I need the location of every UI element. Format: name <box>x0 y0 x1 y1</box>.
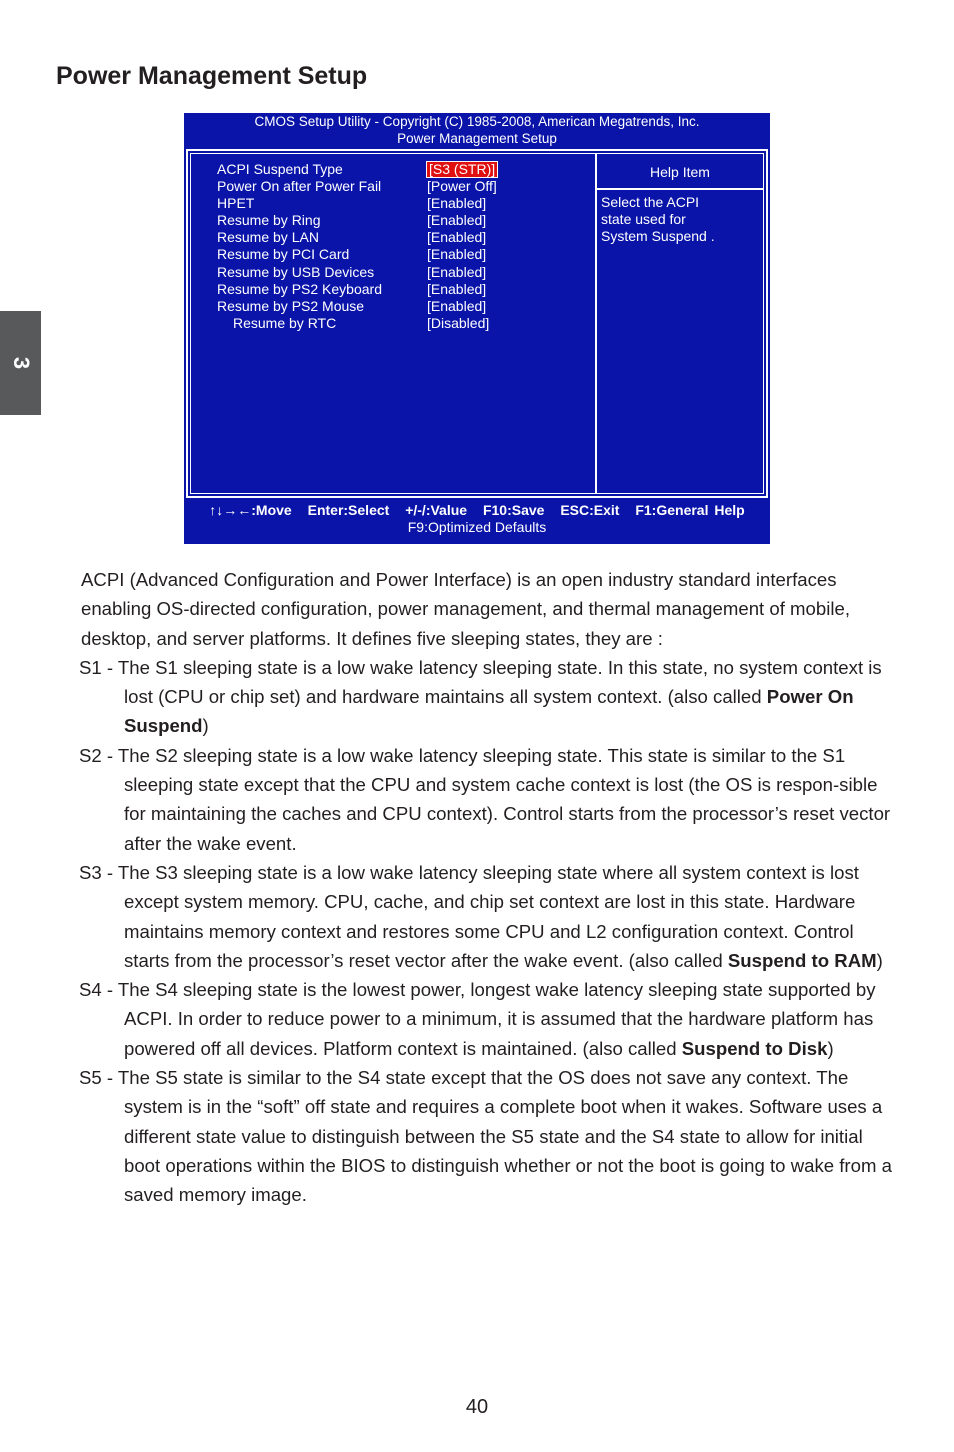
setting-value-selected[interactable]: [S3 (STR)] <box>426 161 498 178</box>
state-s1 <box>79 653 904 741</box>
intro-paragraph: ACPI (Advanced Configuration and Power Interface) is an open industry standard interfaces enabling OS-directed configuration, power management, and thermal management of mobile, desktop, and server platforms. It defines five sleeping states, they are : <box>81 569 850 649</box>
setting-label: Resume by RTC <box>233 314 337 331</box>
setting-value[interactable]: [Enabled] <box>427 212 487 229</box>
body-text <box>0 565 954 1210</box>
key-legend <box>184 502 770 519</box>
setting-label: Resume by PCI Card <box>217 246 350 263</box>
setting-value[interactable]: [Enabled] <box>427 229 487 246</box>
key-move: ↑↓→←:Move <box>209 502 292 518</box>
key-exit: ESC:Exit <box>560 502 620 518</box>
help-line: Select the ACPI <box>601 194 700 210</box>
key-general-help: F1:General Help <box>635 502 745 518</box>
setting-value[interactable]: [Enabled] <box>427 280 487 297</box>
help-item-title: Help Item <box>597 156 763 190</box>
key-value: +/-/:Value <box>405 502 468 518</box>
setting-label: Resume by LAN <box>217 229 319 246</box>
setting-label: Power On after Power Fail <box>217 178 382 195</box>
state-tail: ) <box>827 1037 834 1059</box>
key-select: Enter:Select <box>307 502 390 518</box>
state-text: S3 - The S3 sleeping state is a low wake latency sleeping state where all system context is lost except system memory. CPU, cache, and chip set context are lost in this state. Hardware maintains memory context and restores some CPU and L2 configuration context. Control starts from the processor’s reset vector after the wake event. (also called <box>79 861 859 971</box>
help-line: state used for <box>601 211 686 227</box>
setting-value[interactable]: [Enabled] <box>427 195 487 212</box>
state-s5 <box>79 1063 904 1209</box>
state-bold: Power On Suspend <box>124 686 854 737</box>
setting-label: Resume by Ring <box>217 212 321 229</box>
bios-screenshot <box>184 113 770 544</box>
state-tail: ) <box>876 949 883 971</box>
setting-label: Resume by PS2 Keyboard <box>217 280 382 297</box>
help-text <box>601 194 715 245</box>
page-number: 40 <box>465 1396 489 1418</box>
state-text: S1 - The S1 sleeping state is a low wake latency sleeping state. In this state, no system context is lost (CPU or chip set) and hardware maintains all system context. (also called <box>79 656 882 708</box>
key-optimized-defaults: F9:Optimized Defaults <box>407 519 547 535</box>
setting-label: ACPI Suspend Type <box>217 161 343 177</box>
setting-label: Resume by USB Devices <box>217 263 375 280</box>
setting-label: Resume by PS2 Mouse <box>217 297 365 314</box>
setting-value[interactable]: [Enabled] <box>427 297 487 314</box>
state-text: S4 - The S4 sleeping state is the lowest power, longest wake latency sleeping state supported by ACPI. In order to reduce power to a minimum, it is assumed that the hardware platform has powered off all devices. Platform context is maintained. (also called <box>79 979 876 1059</box>
bios-footer <box>184 502 770 536</box>
bios-screen-title: Power Management Setup <box>397 131 557 146</box>
setting-value[interactable]: [Enabled] <box>427 246 487 263</box>
state-s4 <box>79 975 904 1063</box>
help-line: System Suspend . <box>601 228 715 244</box>
bios-inner-frame <box>190 153 764 494</box>
state-s2 <box>79 741 904 858</box>
state-text: S2 - The S2 sleeping state is a low wake latency sleeping state. This state is similar to the S1 sleeping state except that the CPU and system cache context is lost (the OS is respon-sible for maintaining the caches and CPU context). Control starts from the processor’s reset vector after the wake event. <box>79 744 891 854</box>
setting-value[interactable]: [Power Off] <box>427 178 497 195</box>
state-bold: Suspend to RAM <box>727 949 877 971</box>
state-bold: Suspend to Disk <box>681 1037 828 1059</box>
chapter-tab <box>0 311 41 415</box>
page-title: Power Management Setup <box>56 62 368 90</box>
bios-frame <box>186 149 768 498</box>
key-save: F10:Save <box>482 502 545 518</box>
setting-value[interactable]: [Disabled] <box>427 314 490 331</box>
state-tail: ) <box>202 715 209 737</box>
state-s3 <box>79 858 904 975</box>
state-text: S5 - The S5 state is similar to the S4 state except that the OS does not save any context. The system is in the “soft” off state and requires a complete boot when it wakes. Software uses a different state value to distinguish between the S5 state and the S4 state to allow for initial boot operations within the BIOS to distinguish whether or not the boot is going to wake from a saved memory image. <box>79 1067 892 1206</box>
setting-label: HPET <box>217 195 255 212</box>
bios-copyright: CMOS Setup Utility - Copyright (C) 1985-2008, American Megatrends, Inc. <box>254 114 700 129</box>
bios-header <box>184 113 770 147</box>
panel-divider <box>595 154 597 493</box>
setting-value[interactable]: [Enabled] <box>427 263 487 280</box>
chapter-number: 3 <box>8 356 34 370</box>
